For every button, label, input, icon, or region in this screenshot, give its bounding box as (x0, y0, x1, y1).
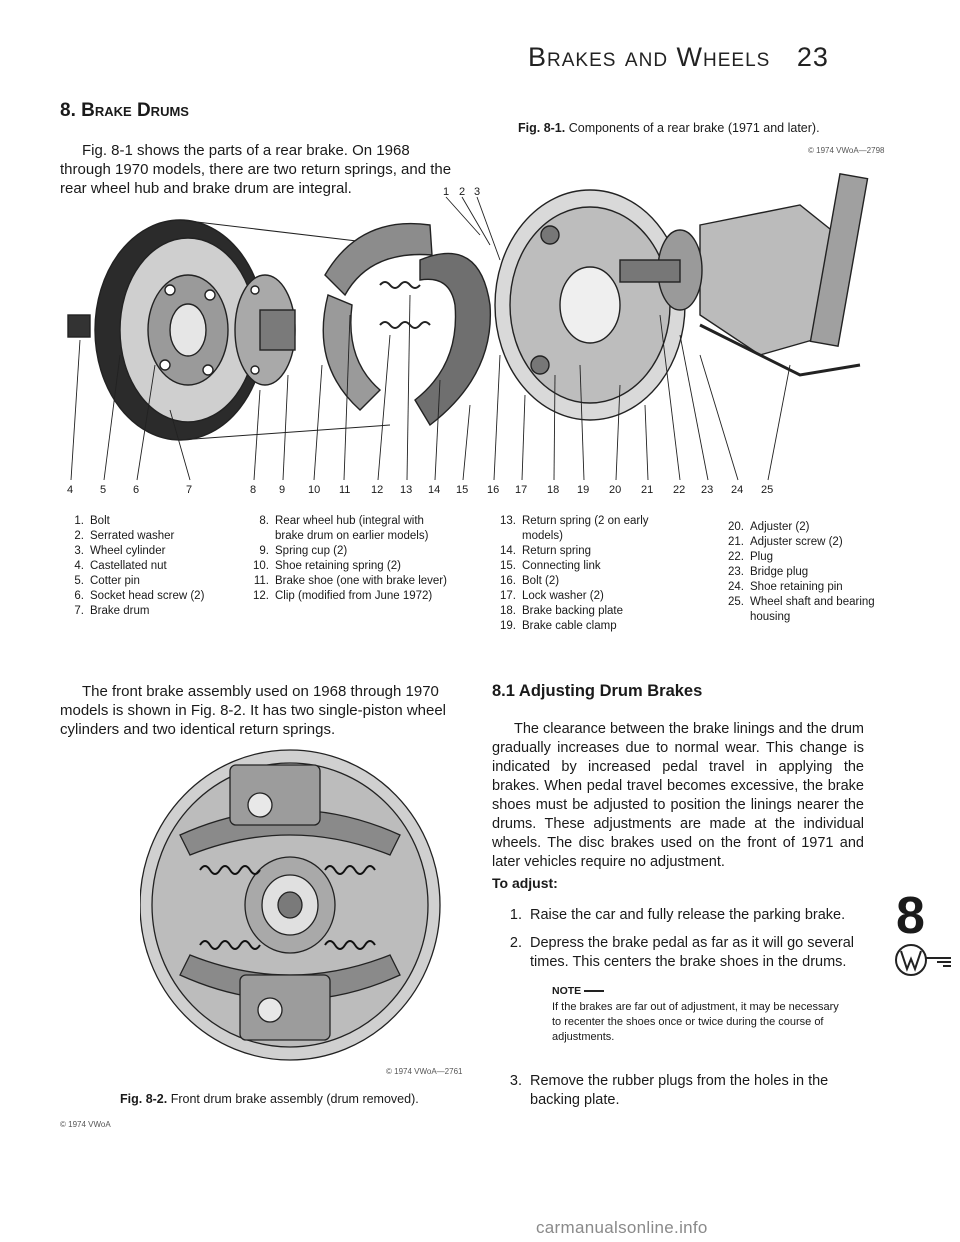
callout-10: 10 (308, 484, 321, 496)
callout-8: 8 (250, 484, 257, 496)
legend-item: 18. Brake backing plate (500, 605, 624, 617)
figure2-caption-text: Front drum brake assembly (drum removed). (170, 1092, 419, 1106)
callout-25: 25 (761, 484, 774, 496)
footer-credit: © 1974 VWoA (60, 1120, 111, 1129)
legend-item: 16. Bolt (2) (500, 575, 560, 587)
legend-item: 12. Clip (modified from June 1972) (253, 590, 433, 602)
legend-item: 4. Castellated nut (74, 560, 167, 572)
figure1-caption (518, 121, 820, 135)
callout-7: 7 (186, 484, 193, 496)
legend-item: 5. Cotter pin (74, 575, 140, 587)
figure2-credit: © 1974 VWoA—2761 (386, 1067, 463, 1076)
callout-15: 15 (456, 484, 469, 496)
legend-item: 15. Connecting link (500, 560, 601, 572)
legend-item: 6. Socket head screw (2) (74, 590, 205, 602)
callout-5: 5 (100, 484, 107, 496)
front-brake-illustration (140, 745, 448, 1065)
callout-21: 21 (641, 484, 654, 496)
figure1-credit: © 1974 VWoA—2798 (808, 146, 885, 155)
callout-13: 13 (400, 484, 413, 496)
figure2-label: Fig. 8-2. (120, 1092, 168, 1106)
header-title: Brakes and Wheels (528, 42, 771, 72)
step-item: 1. Raise the car and fully release the parking brake. (509, 907, 846, 923)
legend-item: 7. Brake drum (74, 605, 150, 617)
note-label: NOTE (552, 985, 842, 997)
legend-column-2 (245, 514, 455, 604)
legend-item: 25. Wheel shaft and bearing housing (728, 596, 875, 623)
legend-item: 17. Lock washer (2) (500, 590, 604, 602)
watermark: carmanualsonline.info (536, 1218, 708, 1237)
legend-column-4 (720, 520, 880, 625)
callout-9: 9 (279, 484, 286, 496)
legend-item: 8. Rear wheel hub (integral with brake drum on earlier models) (259, 515, 429, 542)
callout-20: 20 (609, 484, 622, 496)
section-title: 8. Brake Drums (60, 100, 189, 121)
legend-item: 19. Brake cable clamp (500, 620, 617, 632)
callout-16: 16 (487, 484, 500, 496)
legend-item: 14. Return spring (500, 545, 592, 557)
figure2-caption (120, 1092, 419, 1106)
legend-item: 20. Adjuster (2) (728, 521, 810, 533)
legend-item: 23. Bridge plug (728, 566, 809, 578)
step-item: 2. Depress the brake pedal as far as it will go several times. This centers the brake shoes in the drums. (509, 935, 854, 970)
subsection-body: The clearance between the brake linings and the drum gradually increases due to normal wear. This change is indicated by increased pedal travel in applying the brakes. When pedal travel becomes excessive, the brake shoes must be adjusted to position the linings nearer the drums. These adjustments are made at the individual wheels. The disc brakes used on the front of 1971 and later vehicles require no adjustment. (492, 721, 864, 870)
rear-brake-exploded-illustration (60, 165, 905, 500)
page-number: 23 (796, 42, 829, 72)
callout-1: 1 (443, 186, 450, 198)
subsection-title: 8.1 Adjusting Drum Brakes (492, 682, 703, 700)
legend-item: 24. Shoe retaining pin (728, 581, 843, 593)
adjust-steps (492, 906, 864, 981)
legend-item: 21. Adjuster screw (2) (728, 536, 843, 548)
running-header (528, 42, 829, 73)
callout-19: 19 (577, 484, 590, 496)
legend-item: 2. Serrated washer (74, 530, 175, 542)
callout-4: 4 (67, 484, 74, 496)
legend-item: 3. Wheel cylinder (74, 545, 166, 557)
callout-11: 11 (339, 484, 351, 496)
section-intro: Fig. 8-1 shows the parts of a rear brake. On 1968 through 1970 models, there are two return springs, and the rear wheel hub and brake drum are integral. (60, 142, 452, 197)
callout-6: 6 (133, 484, 140, 496)
callout-12: 12 (371, 484, 384, 496)
callout-top-row (443, 186, 523, 204)
callout-18: 18 (547, 484, 560, 496)
callout-3: 3 (474, 186, 481, 198)
callout-bottom-row (60, 484, 905, 504)
note-box (552, 985, 842, 1045)
callout-23: 23 (701, 484, 714, 496)
to-adjust-heading: To adjust: (492, 875, 558, 891)
note-text: If the brakes are far out of adjustment, it may be necessary to recenter the shoes once or twice during the course of adjustments. (552, 1001, 839, 1043)
legend-column-3 (492, 514, 682, 634)
figure1-caption-text: Components of a rear brake (1971 and later). (568, 121, 820, 135)
legend-column-1 (60, 514, 240, 619)
callout-2: 2 (459, 186, 466, 198)
callout-17: 17 (515, 484, 528, 496)
callout-24: 24 (731, 484, 744, 496)
figure1-label: Fig. 8-1. (518, 121, 566, 135)
legend-item: 11. Brake shoe (one with brake lever) (253, 575, 447, 587)
step-item: 3. Remove the rubber plugs from the holes in the backing plate. (509, 1073, 829, 1108)
legend-item: 13. Return spring (2 on early models) (500, 515, 649, 542)
callout-14: 14 (428, 484, 441, 496)
front-brake-paragraph: The front brake assembly used on 1968 through 1970 models is shown in Fig. 8-2. It has two single-piston wheel cylinders and two identical return springs. (60, 683, 447, 738)
legend-item: 9. Spring cup (2) (259, 545, 348, 557)
chapter-tab-number: 8 (896, 887, 925, 945)
legend-item: 10. Shoe retaining spring (2) (253, 560, 401, 572)
callout-22: 22 (673, 484, 686, 496)
legend-item: 22. Plug (728, 551, 774, 563)
legend-item: 1. Bolt (74, 515, 110, 527)
vw-logo-icon (893, 942, 953, 978)
